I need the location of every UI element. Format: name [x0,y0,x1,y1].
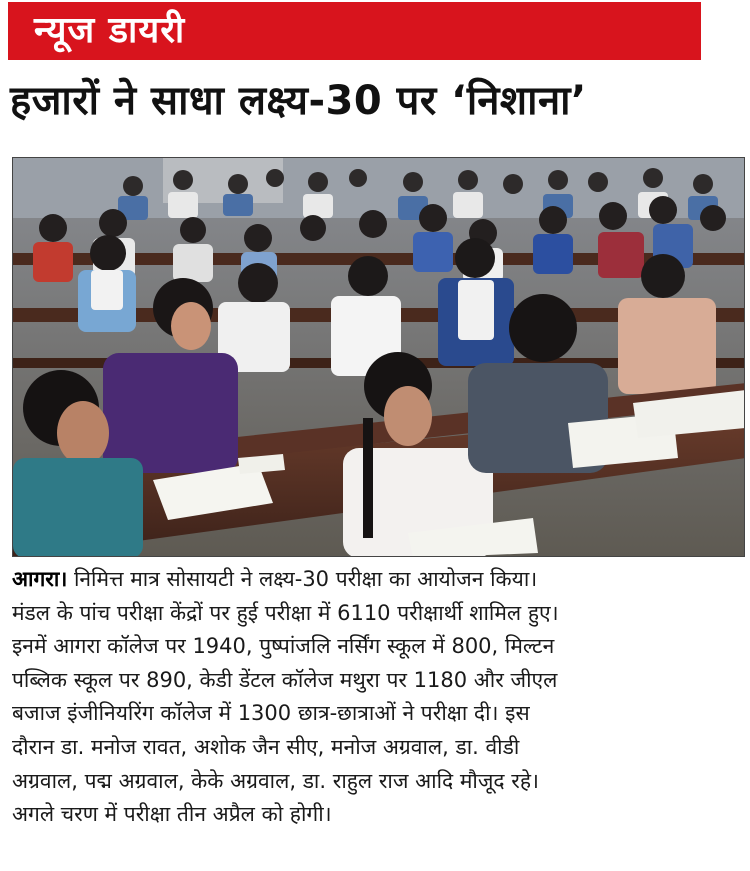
photo-illustration [13,158,745,557]
article-line-5: बजाज इंजीनियरिंग कॉलेज में 1300 छात्र-छात्राओं ने परीक्षा दी। इस [12,701,530,726]
article-headline: हजारों ने साधा लक्ष्य-30 पर ‘निशाना’ [10,78,587,124]
article-line-3: इनमें आगरा कॉलेज पर 1940, पुष्पांजलि नर्सिंग स्कूल में 800, मिल्टन [12,634,555,659]
article-body [12,563,745,832]
article-line-8: अगले चरण में परीक्षा तीन अप्रैल को होगी। [12,802,332,827]
article-line-4: पब्लिक स्कूल पर 890, केडी डेंटल कॉलेज मथुरा पर 1180 और जीएल [12,667,558,692]
article-line-6: दौरान डा. मनोज रावत, अशोक जैन सीए, मनोज अग्रवाल, डा. वीडी [12,734,520,759]
article-text: निमित्त मात्र सोसायटी ने लक्ष्य-30 परीक्षा का आयोजन किया। [67,567,538,591]
dateline: आगरा। [12,567,68,591]
article-line-2: मंडल के पांच परीक्षा केंद्रों पर हुई परीक्षा में 6110 परीक्षार्थी शामिल हुए। [12,600,559,625]
section-banner [8,2,701,60]
exam-hall-photo [12,157,745,557]
section-title: न्यूज डायरी [34,10,186,51]
article-line-7: अग्रवाल, पद्म अग्रवाल, केके अग्रवाल, डा. राहुल राज आदि मौजूद रहे। [12,768,539,793]
article-line-1 [12,563,745,597]
